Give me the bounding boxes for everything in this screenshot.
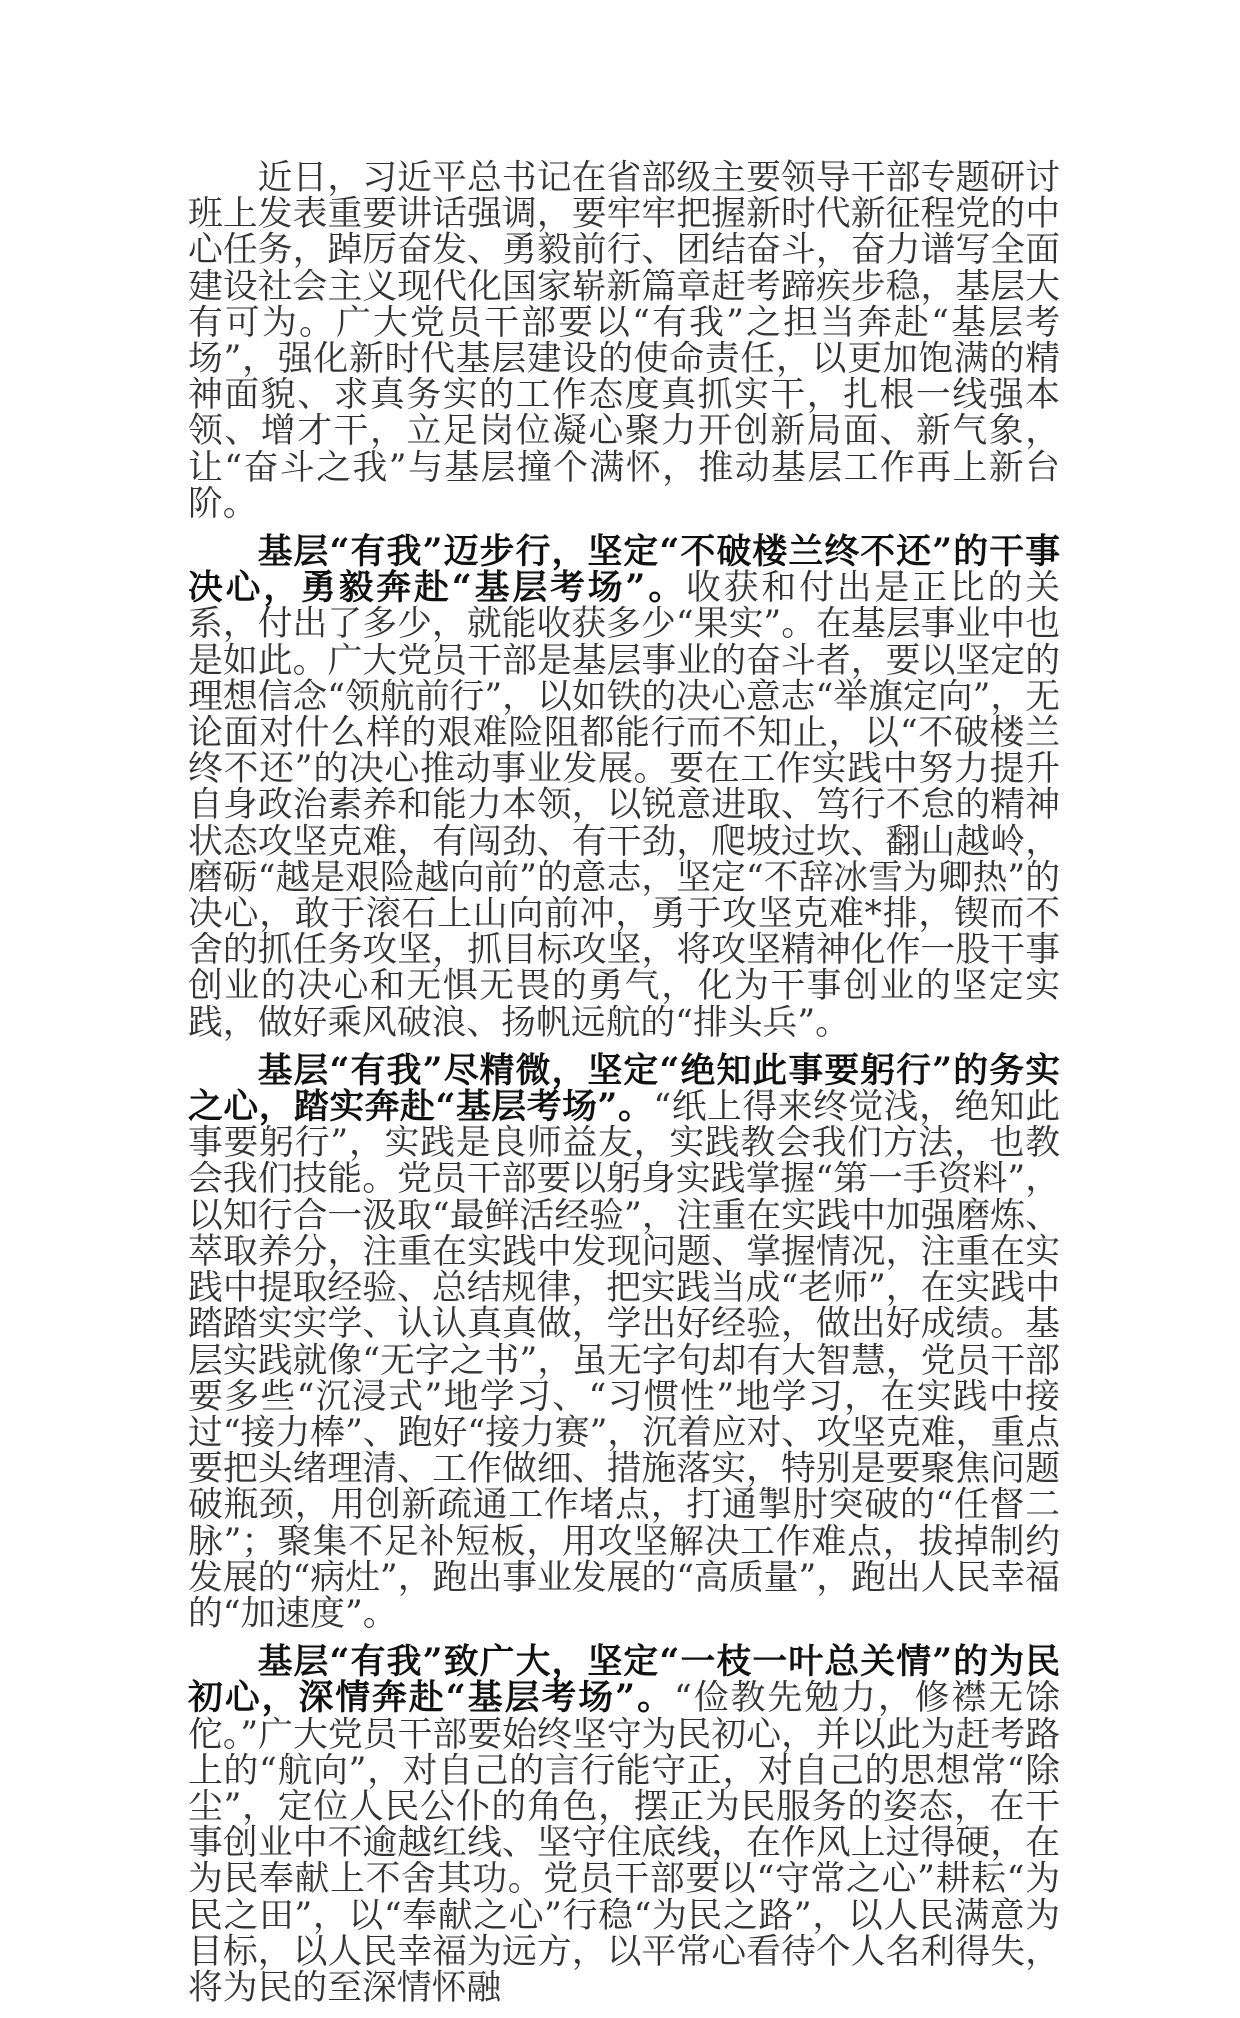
section-heading: 基层“有我”迈步行，坚定“不破楼兰终不还”的干事决心，勇毅奔赴“基层考场”。 bbox=[188, 531, 1060, 609]
document-page bbox=[188, 160, 1060, 2018]
paragraph-text: 近日，习近平总书记在省部级主要领导干部专题研讨班上发表重要讲话强调，要牢牢把握新时代新征程党的中心任务，踔厉奋发、勇毅前行、团结奋斗，奋力谱写全面建设社会主义现代化国家崭新篇章赶考蹄疾步稳，基层大有可为。广大党员干部要以“有我”之担当奔赴“基层考场”，强化新时代基层建设的使命责任，以更加饱满的精神面貌、求真务实的工作态度真抓实干，扎根一线强本领、增才干，立足岗位凝心聚力开创新局面、新气象，让“奋斗之我”与基层撞个满怀，推动基层工作再上新台阶。 bbox=[188, 158, 1060, 524]
section-paragraph-2 bbox=[188, 1049, 1061, 1634]
paragraph-text: 收获和付出是正比的关系，付出了多少，就能收获多少“果实”。在基层事业中也是如此。广大党员干部是基层事业的奋斗者，要以坚定的理想信念“领航前行”，以如铁的决心意志“举旗定向”，无论面对什么样的艰难险阻都能行而不知止，以“不破楼兰终不还”的决心推动事业发展。要在工作实践中努力提升自身政治素养和能力本领，以锐意进取、笃行不怠的精神状态攻坚克难，有闯劲、有干劲，爬坡过坎、翻山越岭，磨砺“越是艰险越向前”的意志，坚定“不辞冰雪为卿热”的决心，敢于滚石上山向前冲，勇于攻坚克难*排，锲而不舍的抓任务攻坚，抓目标攻坚，将攻坚精神化作一股干事创业的决心和无惧无畏的勇气，化为干事创业的坚定实践，做好乘风破浪、扬帆远航的“排头兵”。 bbox=[188, 568, 1060, 1043]
paragraph-text: “纸上得来终觉浅，绝知此事要躬行”，实践是良师益友，实践教会我们方法，也教会我们技能。党员干部要以躬身实践掌握“第一手资料”，以知行合一汲取“最鲜活经验”，注重在实践中加强磨炼、萃取养分，注重在实践中发现问题、掌握情况，注重在实践中提取经验、总结规律，把实践当成“老师”，在实践中踏踏实实学、认认真真做，学出好经验，做出好成绩。基层实践就像“无字之书”，虽无字句却有大智慧，党员干部要多些“沉浸式”地学习、“习惯性”地学习，在实践中接过“接力棒”、跑好“接力赛”，沉着应对、攻坚克难，重点要把头绪理清、工作做细、措施落实，特别是要聚焦问题破瓶颈，用创新疏通工作堵点，打通掣肘突破的“任督二脉”；聚集不足补短板，用攻坚解决工作难点，拔掉制约发展的“病灶”，跑出事业发展的“高质量”，跑出人民幸福的“加速度”。 bbox=[188, 1087, 1061, 1634]
section-paragraph-3 bbox=[188, 1641, 1060, 2008]
section-paragraph-1 bbox=[188, 531, 1060, 1043]
section-heading: 基层“有我”致广大，坚定“一枝一叶总关情”的为民初心，深情奔赴“基层考场”。 bbox=[188, 1641, 1060, 1719]
intro-paragraph bbox=[188, 160, 1060, 522]
section-heading: 基层“有我”尽精微，坚定“绝知此事要躬行”的务实之心，踏实奔赴“基层考场”。 bbox=[188, 1049, 1060, 1128]
paragraph-text: “俭教先勉力，修襟无馀佗。”广大党员干部要始终坚守为民初心，并以此为赶考路上的“航向”，对自己的言行能守正，对自己的思想常“除尘”，定位人民公仆的角色，摆正为民服务的姿态，在干事创业中不逾越红线、坚守住底线，在作风上过得硬，在为民奉献上不舍其功。党员干部要以“守常之心”耕耘“为民之田”，以“奉献之心”行稳“为民之路”，以人民满意为目标，以人民幸福为远方，以平常心看待个人名利得失，将为民的至深情怀融 bbox=[188, 1678, 1060, 2008]
